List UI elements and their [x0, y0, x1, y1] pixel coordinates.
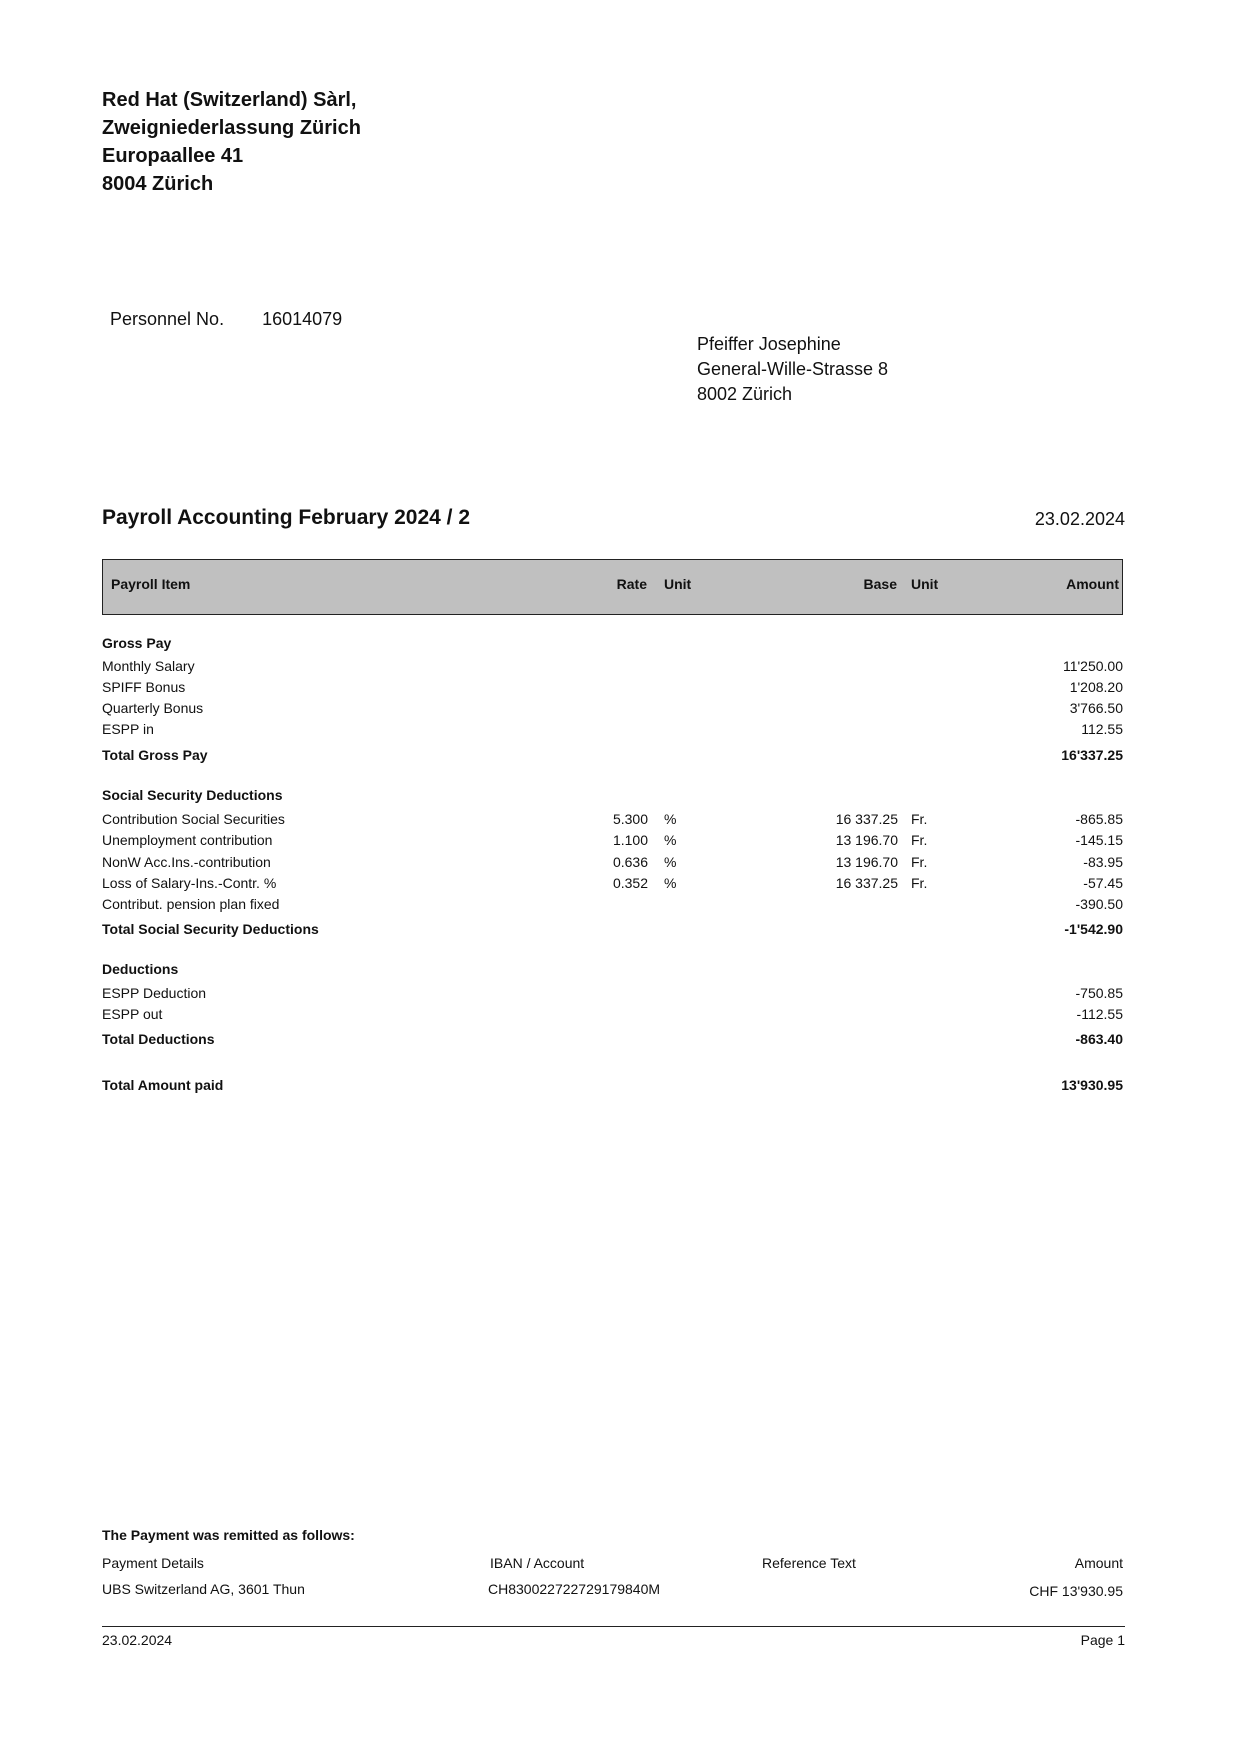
footer-divider: [102, 1626, 1125, 1627]
recipient-name: Pfeiffer Josephine: [697, 334, 841, 354]
employer-name: Red Hat (Switzerland) Sàrl,: [102, 89, 357, 111]
payment-bank: UBS Switzerland AG, 3601 Thun: [102, 1581, 305, 1597]
header-rate-unit: Unit: [664, 576, 692, 592]
employer-branch: Zweigniederlassung Zürich: [102, 117, 361, 139]
page-title: Payroll Accounting February 2024 / 2: [102, 506, 471, 529]
row-rate: 5.300: [612, 811, 648, 827]
payment-header-iban: IBAN / Account: [490, 1555, 585, 1571]
row-amount: -390.50: [1075, 896, 1123, 912]
personnel-number-value: 16014079: [262, 309, 343, 329]
row-item: ESPP in: [102, 721, 154, 737]
total-amount: -863.40: [1075, 1031, 1123, 1047]
row-amount: 11'250.00: [1062, 658, 1123, 674]
row-amount: -865.85: [1075, 811, 1123, 827]
total-amount: -1'542.90: [1064, 921, 1123, 937]
section-heading-deductions: Deductions: [102, 961, 179, 977]
table-header: [102, 559, 1123, 615]
row-base: 16 337.25: [835, 875, 898, 891]
row-item: Monthly Salary: [102, 658, 195, 674]
row-rate-unit: %: [664, 811, 677, 827]
row-base: 16 337.25: [835, 811, 898, 827]
total-deductions-row: [0, 1029, 1240, 1050]
row-base: 13 196.70: [835, 854, 898, 870]
section-heading-gross-pay: Gross Pay: [102, 635, 172, 651]
header-base-unit: Unit: [911, 576, 939, 592]
row-amount: -112.55: [1076, 1006, 1123, 1022]
table-row: [0, 677, 1240, 698]
row-base: 13 196.70: [835, 832, 898, 848]
row-amount: 1'208.20: [1069, 679, 1123, 695]
row-item: Loss of Salary-Ins.-Contr. %: [102, 875, 277, 891]
payment-header-details: Payment Details: [102, 1555, 204, 1571]
payment-section-title: The Payment was remitted as follows:: [102, 1527, 355, 1543]
recipient-street: General-Wille-Strasse 8: [697, 359, 889, 379]
grand-total-label: Total Amount paid: [102, 1077, 224, 1093]
personnel-number: [110, 308, 342, 330]
total-label: Total Gross Pay: [102, 747, 208, 763]
page-number: Page 1: [1080, 1632, 1125, 1648]
personnel-number-label: Personnel No.: [110, 309, 225, 329]
table-row: [0, 873, 1240, 894]
table-row: [0, 719, 1240, 740]
row-base-unit: Fr.: [911, 854, 928, 870]
row-amount: -750.85: [1075, 985, 1123, 1001]
recipient-city: 8002 Zürich: [697, 384, 793, 404]
row-rate-unit: %: [664, 854, 677, 870]
total-gross-pay-row: [0, 745, 1240, 766]
grand-total-amount: 13'930.95: [1061, 1077, 1123, 1093]
row-item: Contribution Social Securities: [102, 811, 285, 827]
payment-iban: CH830022722729179840M: [488, 1581, 661, 1597]
header-rate: Rate: [616, 576, 647, 592]
row-base-unit: Fr.: [911, 811, 928, 827]
row-base-unit: Fr.: [911, 832, 928, 848]
total-amount: 16'337.25: [1061, 747, 1123, 763]
row-rate: 0.636: [612, 854, 648, 870]
row-rate-unit: %: [664, 832, 677, 848]
total-amount-paid-row: [0, 1075, 1240, 1096]
total-label: Total Social Security Deductions: [102, 921, 319, 937]
table-row: [0, 894, 1240, 915]
row-item: NonW Acc.Ins.-contribution: [102, 854, 271, 870]
table-row: [0, 852, 1240, 873]
payment-header-reference: Reference Text: [762, 1555, 856, 1571]
header-payroll-item: Payroll Item: [111, 576, 191, 592]
table-row: [0, 983, 1240, 1004]
row-amount: -57.45: [1083, 875, 1123, 891]
table-row: [0, 1004, 1240, 1025]
row-item: ESPP out: [102, 1006, 163, 1022]
payment-header-amount: Amount: [1074, 1555, 1123, 1571]
section-heading-social-security: Social Security Deductions: [102, 787, 283, 803]
document-date: 23.02.2024: [1034, 509, 1125, 529]
footer-date: 23.02.2024: [102, 1632, 173, 1648]
table-row: [0, 698, 1240, 719]
row-rate: 1.100: [612, 832, 648, 848]
employer-address: [102, 86, 361, 198]
table-row: [0, 809, 1240, 830]
header-base: Base: [863, 576, 897, 592]
row-amount: -145.15: [1075, 832, 1123, 848]
row-amount: -83.95: [1083, 854, 1123, 870]
header-amount: Amount: [1066, 576, 1119, 592]
row-rate: 0.352: [612, 875, 648, 891]
row-item: ESPP Deduction: [102, 985, 207, 1001]
row-item: Quarterly Bonus: [102, 700, 204, 716]
payment-amount: CHF 13'930.95: [1029, 1583, 1123, 1599]
row-amount: 112.55: [1081, 721, 1123, 737]
table-row: [0, 656, 1240, 677]
row-amount: 3'766.50: [1069, 700, 1123, 716]
row-rate-unit: %: [664, 875, 677, 891]
employer-street: Europaallee 41: [102, 145, 244, 167]
row-base-unit: Fr.: [911, 875, 928, 891]
employer-city: 8004 Zürich: [102, 173, 214, 195]
table-row: [0, 830, 1240, 851]
total-label: Total Deductions: [102, 1031, 215, 1047]
total-social-security-row: [0, 919, 1240, 940]
recipient-address: [697, 332, 888, 407]
row-item: Contribut. pension plan fixed: [102, 896, 280, 912]
row-item: Unemployment contribution: [102, 832, 273, 848]
row-item: SPIFF Bonus: [102, 679, 186, 695]
